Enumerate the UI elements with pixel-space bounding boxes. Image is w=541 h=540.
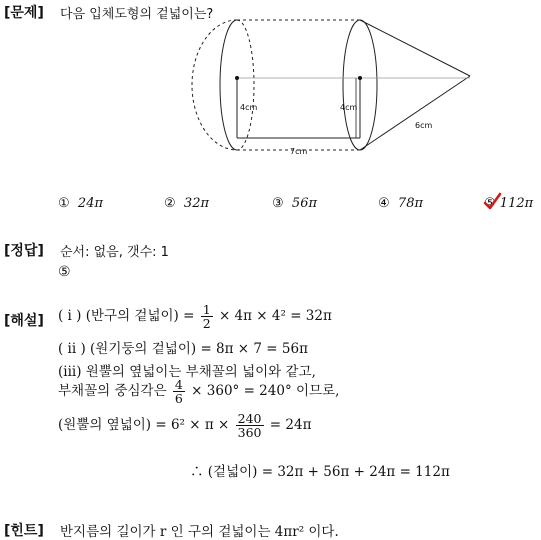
answer-line2: ⑤ xyxy=(58,264,71,280)
cylinder-right-base-back xyxy=(360,20,377,150)
cylinder-left-base-back xyxy=(237,20,254,150)
fraction: $\frac{4}{6}$ xyxy=(174,377,183,407)
solution-line2: ( ii ) (원기둥의 겉넓이) = 8π × 7 = 56π xyxy=(58,341,308,357)
left-center-dot xyxy=(235,76,239,80)
solution-conclusion: ∴ (겉넓이) = 32π + 56π + 24π = 112π xyxy=(190,464,450,480)
choice-3[interactable] xyxy=(272,196,317,211)
fraction: $\frac{1}{2}$ xyxy=(202,302,211,332)
choice-4[interactable] xyxy=(378,196,423,211)
fraction: $\frac{240}{360}$ xyxy=(237,411,262,441)
choice-value: 112π xyxy=(499,196,534,211)
choice-marker: ⑤ xyxy=(484,196,500,211)
choice-marker: ④ xyxy=(378,196,390,211)
hint-text: 반지름의 길이가 r 인 구의 겉넓이는 4πr² 이다. xyxy=(60,524,339,540)
question-text: 다음 입체도형의 겉넓이는? xyxy=(60,7,214,22)
answer-tag: [정답] xyxy=(4,243,44,259)
choice-marker: ② xyxy=(164,196,176,211)
right-center-dot xyxy=(358,76,362,80)
label-slant: 6cm xyxy=(415,121,433,130)
hemisphere-outline xyxy=(192,20,237,150)
solution-line1: ( i ) (반구의 겉넓이) = $\frac{1}{2}$ × 4π × 4² = 32π xyxy=(58,302,332,332)
label-left-height: 4cm xyxy=(240,103,258,112)
problem-tag: [문제] xyxy=(4,5,44,21)
solution-line5: (원뿔의 옆넓이) = 6² × π × $\frac{240}{360}$ = 24π xyxy=(58,411,312,441)
solid-figure xyxy=(170,10,480,160)
choice-value: 32π xyxy=(183,196,210,211)
solution-line4: 부채꼴의 중심각은 $\frac{4}{6}$ × 360° = 240° 이므로, xyxy=(58,377,340,407)
cylinder-left-base-front xyxy=(220,20,237,150)
choice-value: 56π xyxy=(291,196,318,211)
choice-value: 78π xyxy=(397,196,424,211)
choice-marker: ③ xyxy=(272,196,284,211)
solution-line3: (iii) 원뿔의 옆넓이는 부채꼴의 넓이와 같고, xyxy=(58,364,316,380)
choice-marker: ① xyxy=(58,196,70,211)
solution-tag: [해설] xyxy=(4,313,44,329)
choice-value: 24π xyxy=(77,196,104,211)
label-mid-height: 4cm xyxy=(340,103,358,112)
label-length: 7cm xyxy=(290,147,308,156)
hint-tag: [힌트] xyxy=(4,523,44,539)
answer-line1: 순서: 없음, 갯수: 1 xyxy=(60,245,169,260)
choice-2[interactable] xyxy=(164,196,209,211)
choice-1[interactable] xyxy=(58,196,103,211)
choice-5[interactable] xyxy=(484,196,533,211)
cylinder-right-base-front xyxy=(343,20,360,150)
checkmark-icon xyxy=(482,192,502,212)
